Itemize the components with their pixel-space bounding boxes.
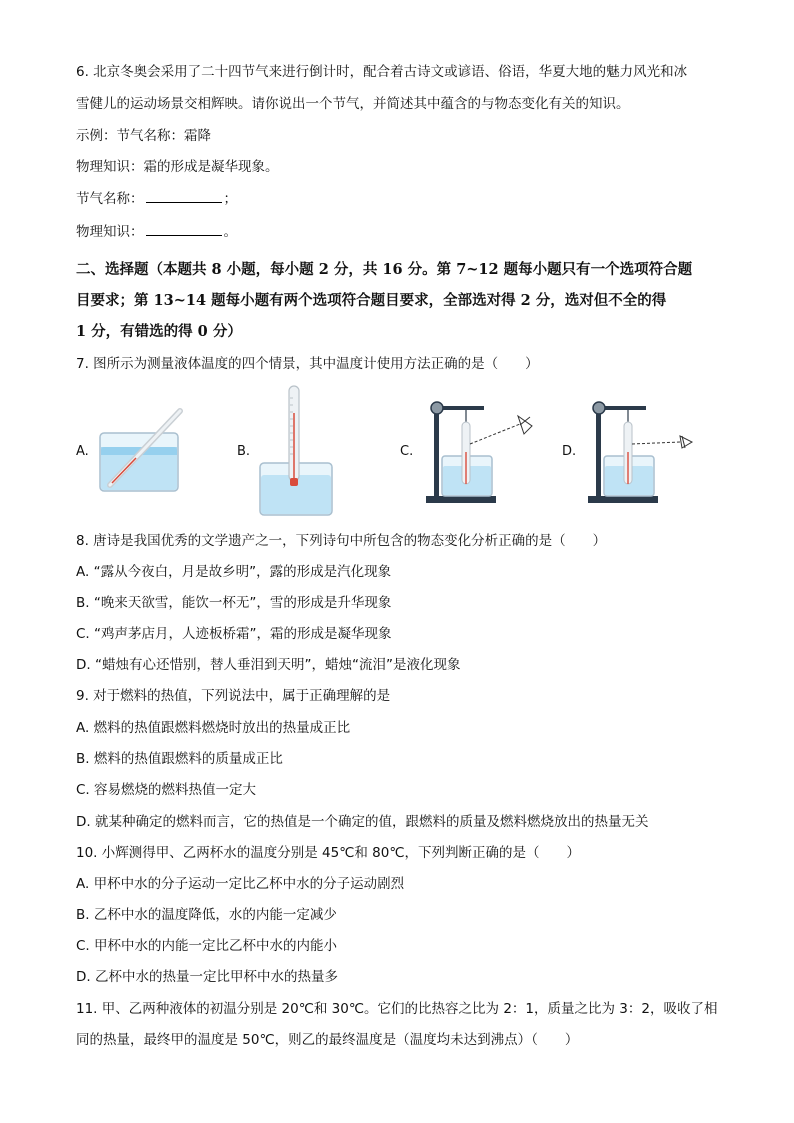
section2-line2: 目要求；第 13~14 题每小题有两个选项符合题目要求，全部选对得 2 分，选对但不全的得 — [76, 292, 667, 309]
q8-option-c[interactable]: C. “鸡声茅店月，人迹板桥霜”，霜的形成是凝华现象 — [76, 626, 392, 642]
q10-option-d[interactable]: D. 乙杯中水的热量一定比甲杯中水的热量多 — [76, 969, 338, 985]
q7-label-d: D. — [562, 444, 577, 459]
q9-stem: 9. 对于燃料的热值，下列说法中，属于正确理解的是 — [76, 688, 391, 704]
q6-name-suffix: ； — [223, 191, 237, 207]
section2-line1: 二、选择题（本题共 8 小题，每小题 2 分，共 16 分。第 7~12 题每小题只有一个选项符合题 — [76, 261, 693, 278]
figure-c-stand — [420, 392, 545, 507]
q7-label-c: C. — [400, 444, 414, 459]
q7-label-a: A. — [76, 444, 89, 459]
figure-b-beaker — [256, 383, 336, 518]
q9-option-a[interactable]: A. 燃料的热值跟燃料燃烧时放出的热量成正比 — [76, 720, 351, 736]
q10-option-a[interactable]: A. 甲杯中水的分子运动一定比乙杯中水的分子运动剧烈 — [76, 876, 405, 892]
figure-a-beaker — [96, 405, 186, 495]
q8-option-b[interactable]: B. “晚来天欲雪，能饮一杯无”，雪的形成是升华现象 — [76, 595, 392, 611]
q6-knowledge-label: 物理知识： — [76, 224, 144, 240]
q9-option-b[interactable]: B. 燃料的热值跟燃料的质量成正比 — [76, 751, 283, 767]
q6-name-blank[interactable] — [146, 189, 222, 203]
q6-knowledge-blank[interactable] — [146, 222, 222, 236]
q6-knowledge-row — [76, 222, 726, 242]
q7-label-b: B. — [237, 444, 251, 459]
q6-knowledge-suffix: 。 — [223, 224, 237, 240]
q10-stem: 10. 小辉测得甲、乙两杯水的温度分别是 45℃和 80℃，下列判断正确的是（ ） — [76, 845, 581, 861]
q8-option-a[interactable]: A. “露从今夜白，月是故乡明”，露的形成是汽化现象 — [76, 564, 392, 580]
figure-d-stand — [582, 392, 702, 507]
q6-example: 示例：节气名称：霜降 — [76, 128, 211, 144]
q9-option-d[interactable]: D. 就某种确定的燃料而言，它的热值是一个确定的值，跟燃料的质量及燃料燃烧放出的热量无关 — [76, 814, 649, 830]
q7-stem: 7. 图所示为测量液体温度的四个情景，其中温度计使用方法正确的是（ ） — [76, 356, 539, 372]
q9-option-c[interactable]: C. 容易燃烧的燃料热值一定大 — [76, 782, 257, 798]
q11-line1: 11. 甲、乙两种液体的初温分别是 20℃和 30℃。它们的比热容之比为 2：1，质量之比为 3：2，吸收了相 — [76, 1001, 718, 1017]
q6-name-label: 节气名称： — [76, 191, 144, 207]
q6-line1: 6. 北京冬奥会采用了二十四节气来进行倒计时，配合着古诗文或谚语、俗语，华夏大地的魅力风光和冰 — [76, 64, 688, 80]
q6-example-knowledge: 物理知识：霜的形成是凝华现象。 — [76, 159, 279, 175]
q6-line2: 雪健儿的运动场景交相辉映。请你说出一个节气，并简述其中蕴含的与物态变化有关的知识。 — [76, 96, 630, 112]
q6-name-row — [76, 189, 726, 209]
q8-stem: 8. 唐诗是我国优秀的文学遗产之一，下列诗句中所包含的物态变化分析正确的是（ ） — [76, 533, 607, 549]
q10-option-b[interactable]: B. 乙杯中水的温度降低，水的内能一定减少 — [76, 907, 337, 923]
q8-option-d[interactable]: D. “蜡烛有心还惜别，替人垂泪到天明”，蜡烛“流泪”是液化现象 — [76, 657, 461, 673]
q10-option-c[interactable]: C. 甲杯中水的内能一定比乙杯中水的内能小 — [76, 938, 338, 954]
q11-line2: 同的热量，最终甲的温度是 50℃，则乙的最终温度是（温度均未达到沸点）（ ） — [76, 1032, 579, 1048]
section2-line3: 1 分，有错选的得 0 分） — [76, 323, 242, 340]
